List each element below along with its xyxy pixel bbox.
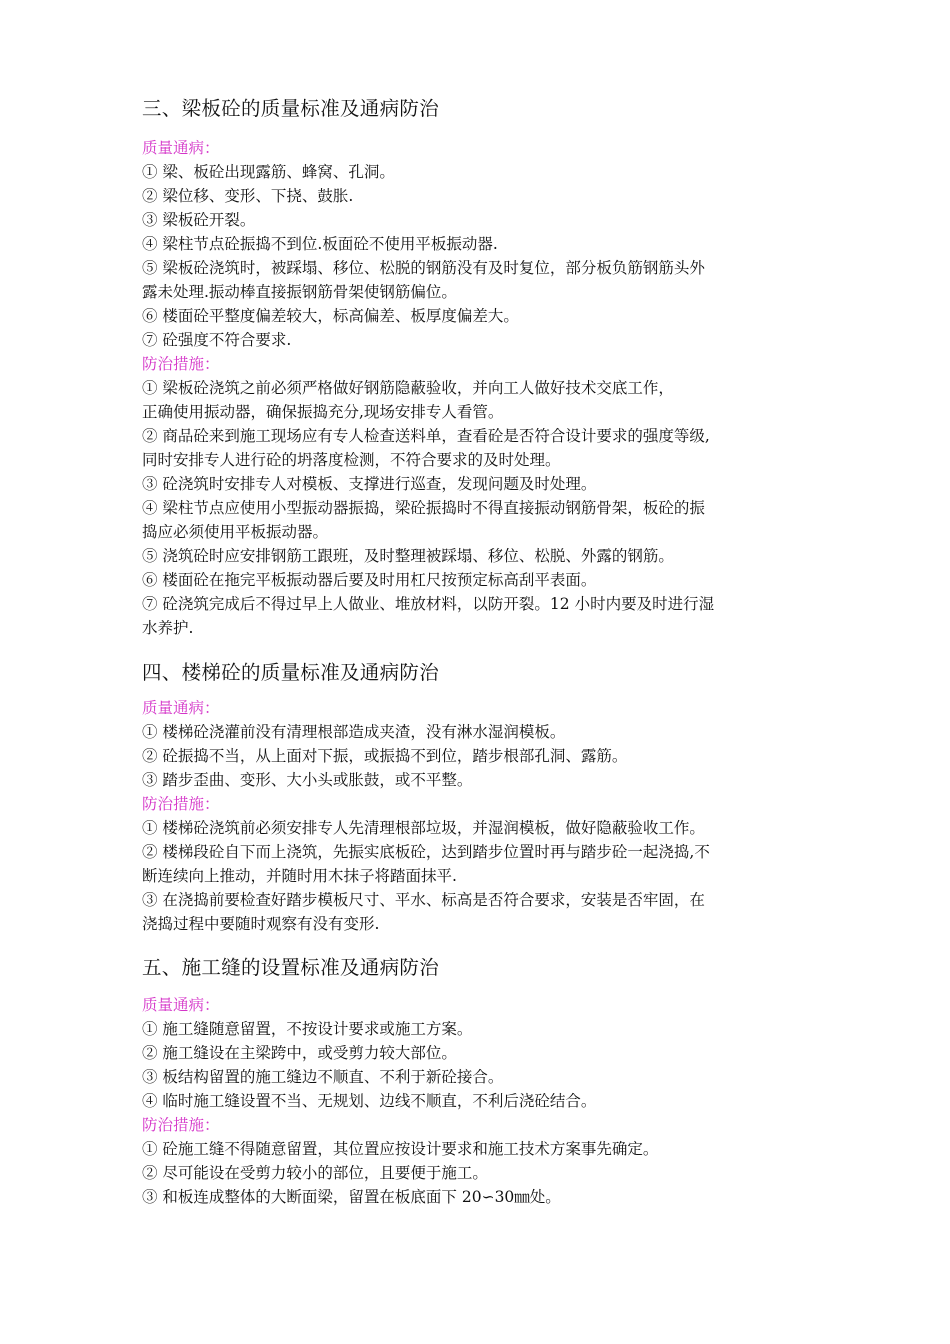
- list-item: ④ 梁柱节点砼振捣不到位.板面砼不使用平板振动器.: [142, 235, 498, 253]
- list-item: ③ 砼浇筑时安排专人对模板、支撑进行巡查，发现问题及时处理。: [142, 475, 597, 493]
- list-item: 断连续向上推动，并随时用木抹子将踏面抹平.: [142, 867, 457, 885]
- section-title: 五、施工缝的设置标准及通病防治: [142, 956, 440, 979]
- list-item: ① 砼施工缝不得随意留置，其位置应按设计要求和施工技术方案事先确定。: [142, 1140, 659, 1158]
- list-item: ⑤ 梁板砼浇筑时，被踩塌、移位、松脱的钢筋没有及时复位，部分板负筋钢筋头外: [142, 259, 705, 277]
- list-item: ② 商品砼来到施工现场应有专人检查送料单，查看砼是否符合设计要求的强度等级,: [142, 427, 710, 445]
- measures-label: 防治措施：: [142, 355, 220, 373]
- list-item: 露未处理.振动棒直接振钢筋骨架使钢筋偏位。: [142, 283, 457, 301]
- measures-label: 防治措施：: [142, 795, 220, 813]
- list-item: ④ 梁柱节点应使用小型振动器振捣，梁砼振捣时不得直接振动钢筋骨架，板砼的振: [142, 499, 705, 517]
- list-item: 水养护.: [142, 619, 194, 637]
- list-item: ① 梁、板砼出现露筋、蜂窝、孔洞。: [142, 163, 395, 181]
- list-item: ① 楼梯砼浇筑前必须安排专人先清理根部垃圾，并湿润模板，做好隐蔽验收工作。: [142, 819, 705, 837]
- list-item: ⑥ 楼面砼平整度偏差较大，标高偏差、板厚度偏差大。: [142, 307, 519, 325]
- measures-list: [142, 816, 818, 936]
- section-3: [142, 96, 818, 640]
- list-item: ② 施工缝设在主梁跨中，或受剪力较大部位。: [142, 1044, 457, 1062]
- measures-label: 防治措施：: [142, 1116, 220, 1134]
- list-item: ② 砼振捣不当，从上面对下振，或振捣不到位，踏步根部孔洞、露筋。: [142, 747, 628, 765]
- list-item: 捣应必须使用平板振动器。: [142, 523, 329, 541]
- defects-label: 质量通病：: [142, 139, 220, 157]
- section-title: 三、梁板砼的质量标准及通病防治: [142, 97, 440, 120]
- list-item: ③ 梁板砼开裂。: [142, 211, 256, 229]
- list-item: ③ 在浇捣前要检查好踏步模板尺寸、平水、标高是否符合要求，安装是否牢固，在: [142, 891, 705, 909]
- section-title: 四、楼梯砼的质量标准及通病防治: [142, 661, 440, 684]
- list-item: ② 梁位移、变形、下挠、鼓胀.: [142, 187, 354, 205]
- list-item: ④ 临时施工缝设置不当、无规划、边线不顺直，不利后浇砼结合。: [142, 1092, 597, 1110]
- list-item: ① 施工缝随意留置，不按设计要求或施工方案。: [142, 1020, 473, 1038]
- defects-label: 质量通病：: [142, 996, 220, 1014]
- list-item: 同时安排专人进行砼的坍落度检测，不符合要求的及时处理。: [142, 451, 561, 469]
- list-item: ③ 踏步歪曲、变形、大小头或胀鼓，或不平整。: [142, 771, 473, 789]
- list-item: ③ 板结构留置的施工缝边不顺直、不利于新砼接合。: [142, 1068, 504, 1086]
- defects-list: [142, 1017, 818, 1113]
- list-item: ① 梁板砼浇筑之前必须严格做好钢筋隐蔽验收，并向工人做好技术交底工作，: [142, 379, 674, 397]
- list-item: ① 楼梯砼浇灌前没有清理根部造成夹渣，没有淋水湿润模板。: [142, 723, 566, 741]
- list-item: ⑦ 砼强度不符合要求.: [142, 331, 292, 349]
- list-item: ③ 和板连成整体的大断面梁，留置在板底面下 20∽30㎜处。: [142, 1188, 561, 1206]
- measures-list: [142, 1137, 818, 1209]
- list-item: ⑦ 砼浇筑完成后不得过早上人做业、堆放材料，以防开裂。12 小时内要及时进行湿: [142, 595, 715, 613]
- list-item: ⑥ 楼面砼在拖完平板振动器后要及时用杠尺按预定标高刮平表面。: [142, 571, 597, 589]
- section-4: [142, 660, 818, 936]
- defects-list: [142, 160, 818, 352]
- list-item: 浇捣过程中要随时观察有没有变形.: [142, 915, 380, 933]
- list-item: ⑤ 浇筑砼时应安排钢筋工跟班，及时整理被踩塌、移位、松脱、外露的钢筋。: [142, 547, 674, 565]
- section-5: [142, 955, 818, 1209]
- defects-label: 质量通病：: [142, 699, 220, 717]
- list-item: 正确使用振动器，确保振捣充分,现场安排专人看管。: [142, 403, 504, 421]
- measures-list: [142, 376, 818, 640]
- list-item: ② 楼梯段砼自下而上浇筑，先振实底板砼，达到踏步位置时再与踏步砼一起浇捣,不: [142, 843, 710, 861]
- list-item: ② 尽可能设在受剪力较小的部位，且要便于施工。: [142, 1164, 488, 1182]
- defects-list: [142, 720, 818, 792]
